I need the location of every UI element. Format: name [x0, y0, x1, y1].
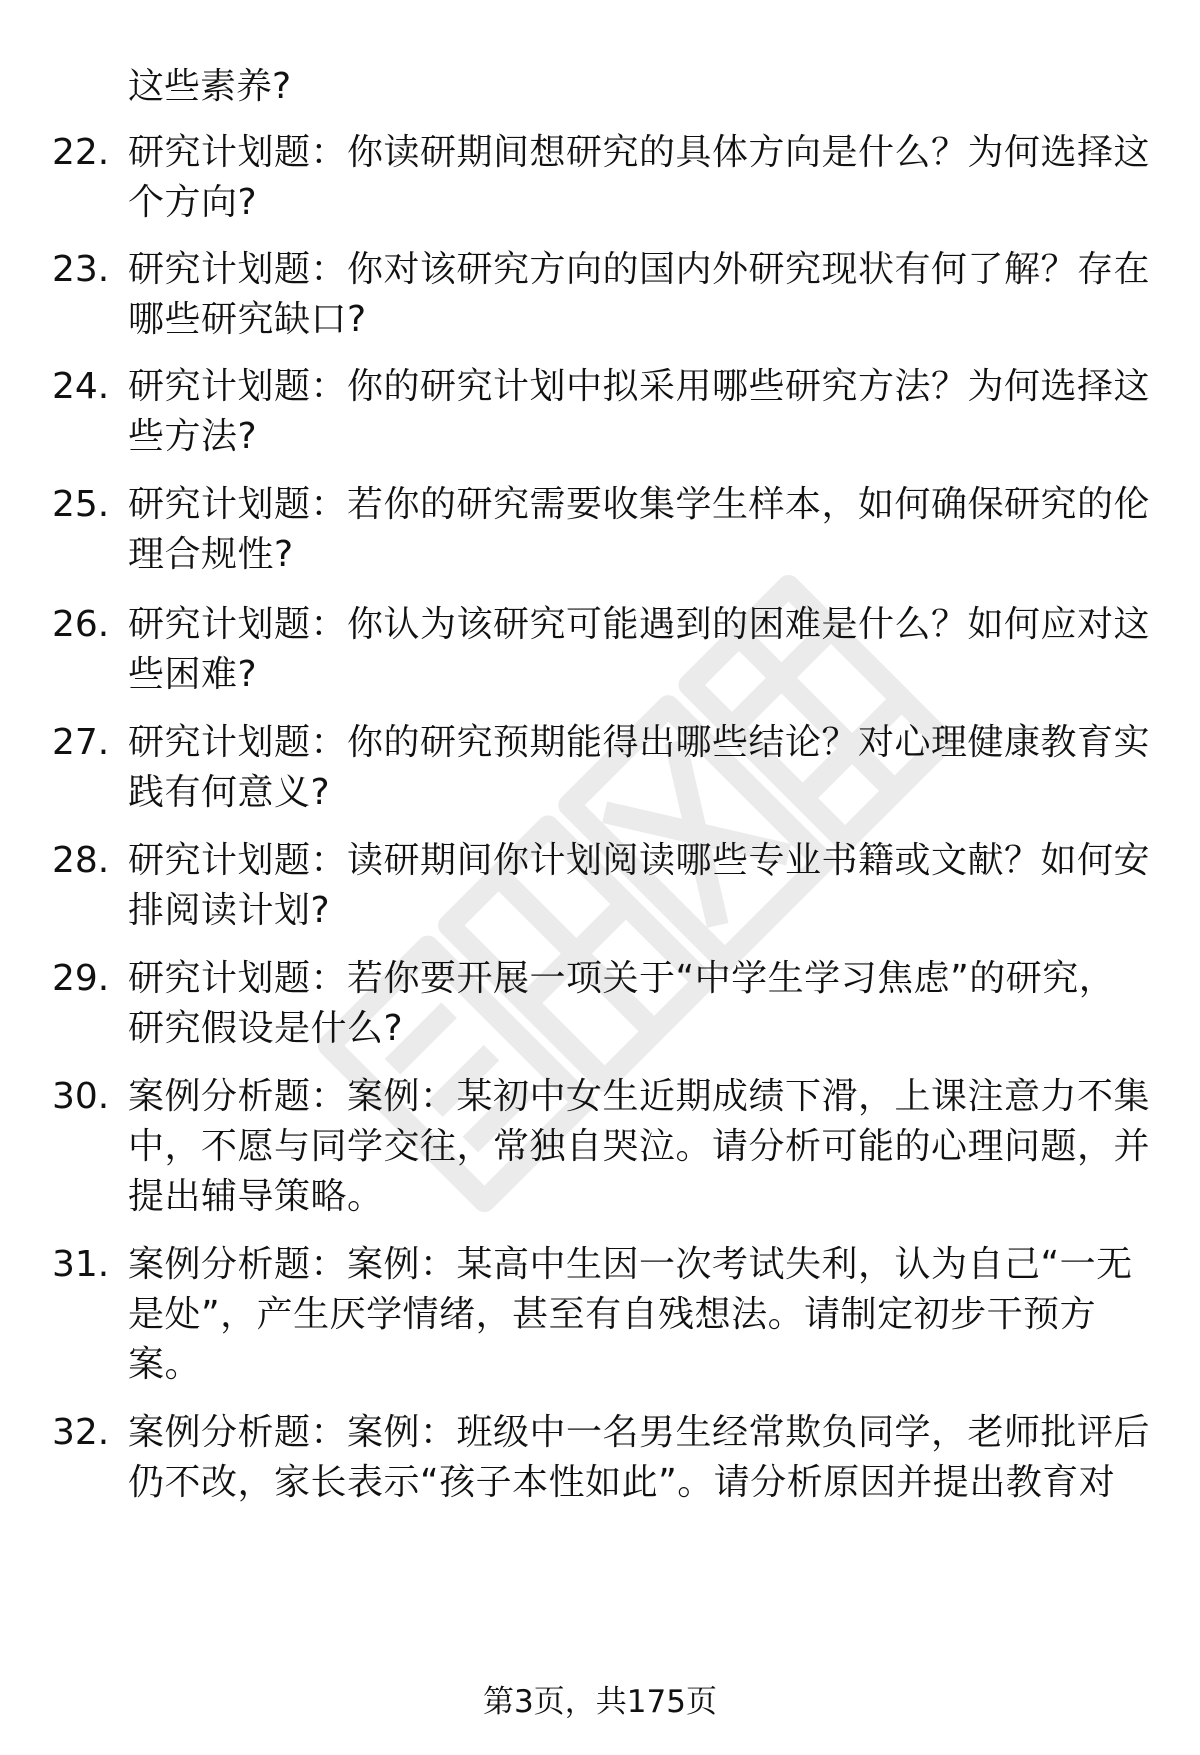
question-number: 23. — [52, 249, 110, 290]
question-line: 案例分析题：案例：某高中生因一次考试失利，认为自己“一无 — [128, 1244, 1133, 1285]
question-line: 理合规性? — [128, 534, 294, 575]
question-number: 22. — [52, 132, 110, 173]
question-line: 个方向? — [128, 182, 258, 223]
question-line: 研究计划题：读研期间你计划阅读哪些专业书籍或文献？如何安 — [128, 840, 1151, 881]
question-number: 31. — [52, 1244, 110, 1285]
question-text — [128, 1408, 1151, 1508]
question-line: 哪些研究缺口? — [128, 299, 367, 340]
question-line: 研究计划题：你的研究预期能得出哪些结论？对心理健康教育实 — [128, 722, 1151, 763]
question-line: 排阅读计划? — [128, 890, 331, 931]
question-line: 些方法? — [128, 416, 258, 457]
question-text — [128, 836, 1151, 936]
question-line: 研究计划题：你的研究计划中拟采用哪些研究方法？为何选择这 — [128, 366, 1151, 407]
question-line: 案例分析题：案例：班级中一名男生经常欺负同学，老师批评后 — [128, 1412, 1151, 1453]
question-number: 29. — [52, 958, 110, 999]
question-text — [128, 1072, 1151, 1222]
question-line: 研究假设是什么? — [128, 1008, 404, 1049]
question-line: 研究计划题：你对该研究方向的国内外研究现状有何了解？存在 — [128, 249, 1151, 290]
question-number: 32. — [52, 1412, 110, 1453]
question-number: 25. — [52, 484, 110, 525]
continuation-line: 这些素养? — [128, 66, 292, 107]
question-text — [128, 718, 1151, 818]
question-text — [128, 600, 1151, 700]
page-footer: 第3页，共175页 — [483, 1684, 717, 1720]
question-line: 研究计划题：你认为该研究可能遇到的困难是什么？如何应对这 — [128, 604, 1151, 645]
question-line: 提出辅导策略。 — [128, 1176, 384, 1217]
question-text — [128, 1240, 1138, 1390]
question-text — [128, 128, 1151, 228]
question-number: 27. — [52, 722, 110, 763]
question-number: 26. — [52, 604, 110, 645]
question-line: 践有何意义? — [128, 772, 331, 813]
question-text — [128, 362, 1151, 462]
question-line: 案。 — [128, 1344, 202, 1385]
question-number: 28. — [52, 840, 110, 881]
question-line: 中，不愿与同学交往，常独自哭泣。请分析可能的心理问题，并 — [128, 1126, 1151, 1167]
question-text — [128, 954, 1138, 1054]
question-text — [128, 480, 1151, 580]
question-line: 研究计划题：若你的研究需要收集学生样本，如何确保研究的伦 — [128, 484, 1151, 525]
question-line: 研究计划题：若你要开展一项关于“中学生学习焦虑”的研究， — [128, 958, 1116, 999]
question-line: 些困难? — [128, 654, 258, 695]
question-number: 24. — [52, 366, 110, 407]
question-line: 研究计划题：你读研期间想研究的具体方向是什么？为何选择这 — [128, 132, 1151, 173]
question-line: 仍不改，家长表示“孩子本性如此”。请分析原因并提出教育对 — [128, 1462, 1116, 1503]
question-number: 30. — [52, 1076, 110, 1117]
question-line: 是处”，产生厌学情绪，甚至有自残想法。请制定初步干预方 — [128, 1294, 1097, 1335]
question-line: 案例分析题：案例：某初中女生近期成绩下滑，上课注意力不集 — [128, 1076, 1151, 1117]
question-text — [128, 245, 1151, 345]
